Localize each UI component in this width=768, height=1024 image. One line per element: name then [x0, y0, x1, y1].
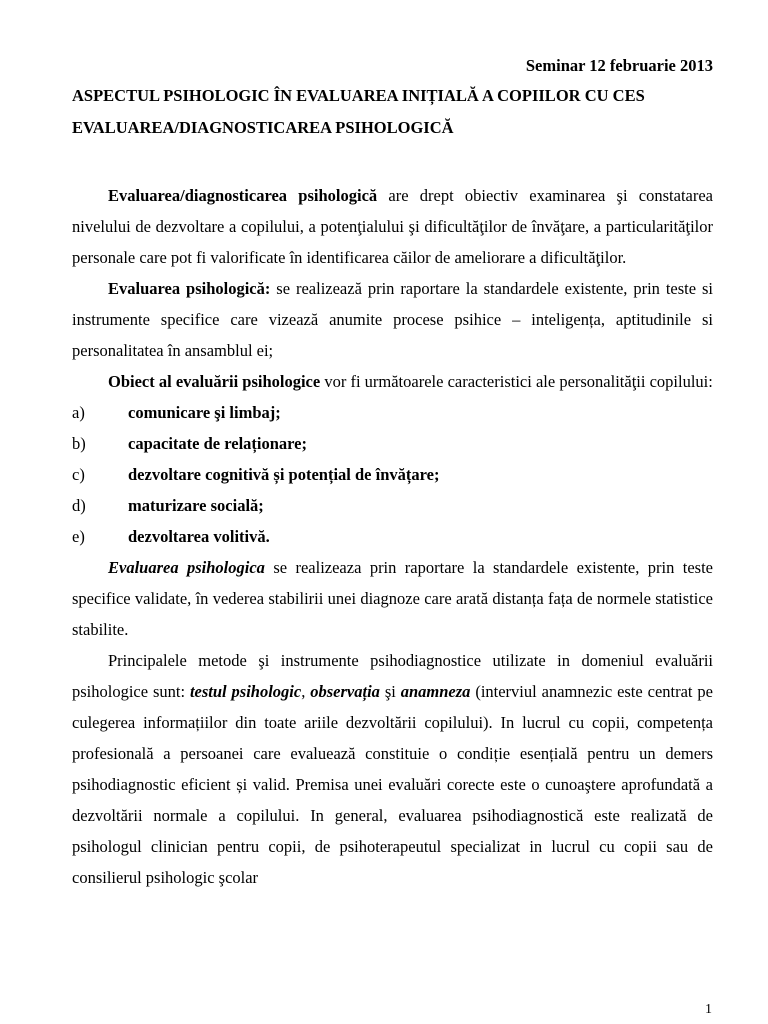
list-item-text: maturizare socială; [128, 496, 264, 515]
p5-sep-1: , [301, 682, 311, 701]
list-marker: b) [72, 434, 86, 453]
list-item [72, 490, 713, 521]
list-item [72, 397, 713, 428]
p5-sep-2: şi [379, 682, 401, 701]
list-marker: d) [72, 496, 86, 515]
seminar-date: Seminar 12 februarie 2013 [525, 56, 713, 75]
paragraph-5 [72, 645, 713, 893]
term-observation: observația [310, 682, 380, 701]
list-marker: c) [72, 465, 85, 484]
list-marker: a) [72, 403, 85, 422]
paragraph-2 [72, 273, 713, 366]
paragraph-4 [72, 552, 713, 645]
document-subtitle: EVALUAREA/DIAGNOSTICAREA PSIHOLOGICĂ [72, 118, 454, 137]
p4-bold-italic: Evaluarea psihologica [108, 558, 265, 577]
paragraph-3 [72, 366, 713, 397]
page-number: 1 [705, 1002, 712, 1017]
p5-text-a: Principalele metode şi instrumente psihodiagnostice utilizate in domeniul evaluării psihologice sunt: [72, 651, 713, 701]
p3-text: vor fi următoarele caracteristici ale personalităţii copilului: [320, 372, 713, 391]
document-title: ASPECTUL PSIHOLOGIC ÎN EVALUAREA INIȚIALĂ A COPIILOR CU CES [72, 86, 645, 105]
list-item [72, 459, 713, 490]
paragraph-1 [72, 180, 713, 273]
evaluation-objects-list [72, 397, 713, 552]
p2-bold: Evaluarea psihologică: [108, 279, 271, 298]
p2-text: se realizează prin raportare la standardele existente, prin teste si instrumente specifice care vizează anumite procese psihice – inteligența, aptitudinile si personalitatea în ansamblul ei; [72, 279, 713, 360]
p3-bold: Obiect al evaluării psihologice [108, 372, 321, 391]
list-marker: e) [72, 527, 85, 546]
list-item-text: dezvoltare cognitivă și potențial de învățare; [128, 465, 440, 484]
list-item-text: capacitate de relaționare; [128, 434, 308, 453]
term-psychological-test: testul psihologic [189, 682, 302, 701]
document-body [72, 180, 713, 893]
list-item [72, 428, 713, 459]
term-anamnesis: anamneza [400, 682, 471, 701]
list-item-text: comunicare şi limbaj; [128, 403, 281, 422]
list-item [72, 521, 713, 552]
p5-text-b: (interviul anamnezic este centrat pe culegerea informațiilor din toate ariile dezvoltării copilului). In lucrul cu copii, competența profesională a persoanei care evaluează constituie o condiție esențială pentru un demers psihodiagnostic eficient și valid. Premisa unei evaluări corecte este o cunoaştere aprofundată a dezvoltării normale a copilului. In general, evaluarea psihodiagnostică este realizată de psihologul clinician pentru copii, de psihoterapeutul specializat in lucrul cu copii sau de consilierul psihologic şcolar [72, 682, 713, 887]
p1-text: are drept obiectiv examinarea şi constatarea nivelului de dezvoltare a copilului, a potenţialului şi dificultăţilor de învăţare, a particularităţilor personale care pot fi valorificate în identificarea căilor de ameliorare a dificultăţilor. [72, 186, 713, 267]
p4-text: se realizeaza prin raportare la standardele existente, prin teste specifice validate, în vederea stabilirii unei diagnoze care arată distanța fața de normele statistice stabilite. [72, 558, 713, 639]
p1-bold: Evaluarea/diagnosticarea psihologică [108, 186, 378, 205]
list-item-text: dezvoltarea volitivă. [128, 527, 270, 546]
